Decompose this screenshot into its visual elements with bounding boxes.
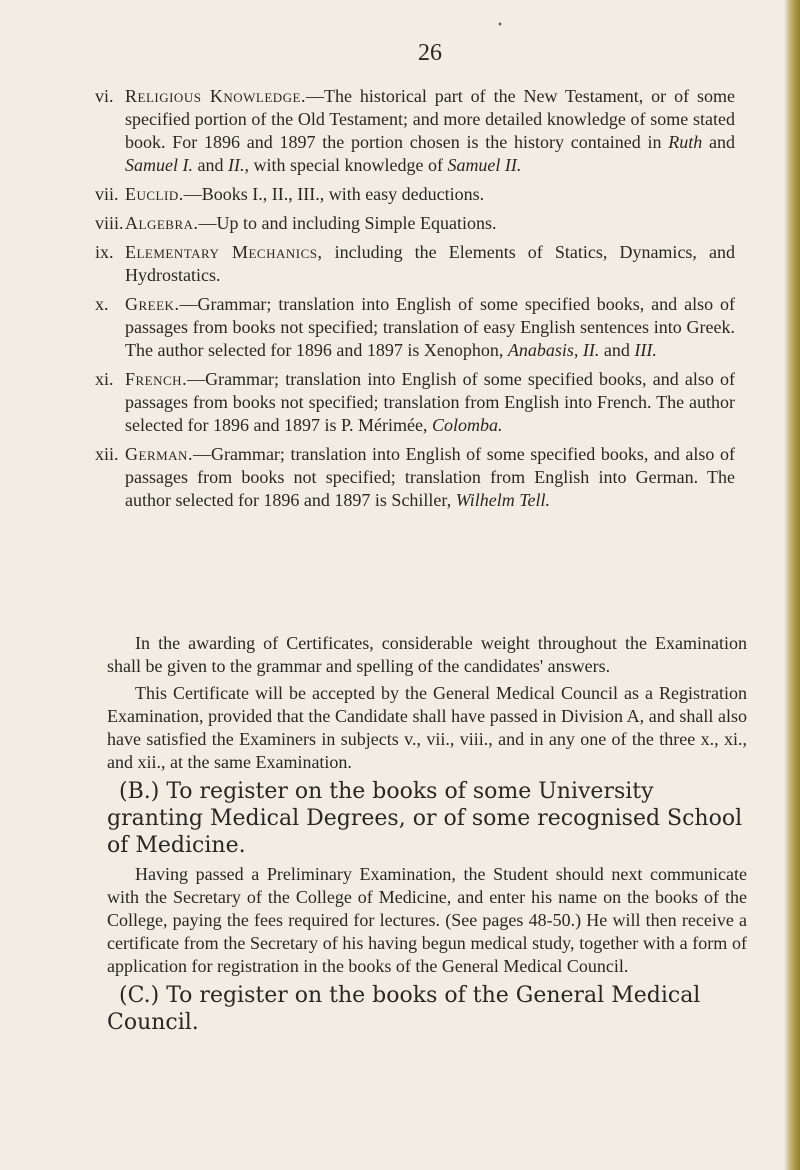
- subject-body: [125, 183, 735, 206]
- subject-heading: Euclid.: [125, 184, 184, 204]
- subject-body: [125, 368, 735, 437]
- subject-item: [95, 293, 735, 362]
- subject-heading: Greek.: [125, 294, 180, 314]
- subject-item: [95, 183, 735, 206]
- subject-number: viii.: [95, 213, 124, 233]
- body-text: [107, 632, 747, 1040]
- section-c-label: (C.): [119, 983, 160, 1008]
- subject-text: Colomba.: [431, 415, 503, 435]
- subject-text: —The historical part of the New Testament, or of some specified portion of the Old Testament; and more detailed knowledge of some stated book. For 1896 and 1897 the portion chosen is the history contained in: [125, 86, 735, 152]
- document-page: [95, 0, 765, 1170]
- subject-number: x.: [95, 294, 109, 314]
- page-edge: [784, 0, 800, 1170]
- section-b-text: To register on the books of some University granting Medical Degrees, or of some recognised School of Medicine.: [107, 779, 743, 858]
- subject-body: [125, 212, 735, 235]
- subject-item: [95, 241, 735, 287]
- section-b-heading: [107, 778, 747, 859]
- subject-heading: German.: [125, 444, 193, 464]
- subject-text: Wilhelm Tell.: [455, 490, 551, 510]
- paragraph-accepted: This Certificate will be accepted by the General Medical Council as a Registration Examination, provided that the Candidate shall have passed in Division A, and shall also have satisfied the Examiners in subjects v., vii., viii., and in any one of the three x., xi., and xii., at the same Examination.: [107, 683, 747, 772]
- section-c-heading: [107, 982, 747, 1036]
- paragraph-awarding: In the awarding of Certificates, considerable weight throughout the Examination shall be given to the grammar and spelling of the candidates' answers.: [107, 633, 747, 676]
- subject-text: including the Elements of Statics, Dynamics, and Hydrostatics.: [125, 242, 736, 285]
- subject-number: xii.: [95, 444, 119, 464]
- subject-heading: Religious Knowledge.: [125, 86, 306, 106]
- subject-text: Ruth: [668, 132, 703, 152]
- section-b-label: (B.): [119, 779, 160, 804]
- subject-heading: Algebra.: [125, 213, 199, 233]
- subject-text: and: [599, 340, 635, 360]
- page-mark: •: [497, 20, 503, 31]
- page-number: 26: [418, 40, 442, 66]
- subject-body: [125, 85, 735, 177]
- subject-number: xi.: [95, 369, 114, 389]
- subject-number: vi.: [95, 86, 114, 106]
- subject-text: II.: [227, 155, 245, 175]
- subject-item: [95, 212, 735, 235]
- subject-text: and: [192, 155, 228, 175]
- subject-heading: French.: [125, 369, 188, 389]
- subject-number: ix.: [95, 242, 114, 262]
- subject-body: [125, 293, 735, 362]
- subject-text: —Grammar; translation into English of some specified books, and also of passages from books not specified; translation of easy English sentences into Greek. The author selected for 1896 and 1897 is Xenophon,: [125, 294, 735, 360]
- subject-text: Anabasis, II.: [507, 340, 600, 360]
- subject-text: —Books I., II., III., with easy deductions.: [183, 184, 485, 204]
- subject-item: [95, 443, 735, 512]
- subject-text: Samuel II.: [447, 155, 522, 175]
- subject-text: —Grammar; translation into English of some specified books, and also of passages from books not specified; translation from English into French. The author selected for 1896 and 1897 is P. Mérimée,: [125, 369, 735, 435]
- subject-text: Samuel I.: [125, 155, 193, 175]
- subject-text: —Up to and including Simple Equations.: [198, 213, 497, 233]
- subject-item: [95, 85, 735, 177]
- subject-text: —Grammar; translation into English of some specified books, and also of passages from books not specified; translation from English into German. The author selected for 1896 and 1897 is Schiller,: [125, 444, 735, 510]
- subject-text: and: [702, 132, 735, 152]
- subject-item: [95, 368, 735, 437]
- paragraph-having: Having passed a Preliminary Examination, the Student should next communicate with the Secretary of the College of Medicine, and enter his name on the books of the College, paying the fees required for lectures. (See pages 48-50.) He will then receive a certificate from the Secretary of his having begun medical study, together with a form of application for registration in the books of the General Medical Council.: [107, 864, 747, 976]
- subject-text: , with special knowledge of: [244, 155, 448, 175]
- subject-body: [125, 443, 735, 512]
- subject-list: [95, 85, 735, 518]
- subject-text: III.: [634, 340, 657, 360]
- section-c-text: To register on the books of the General Medical Council.: [107, 983, 701, 1035]
- subject-body: [125, 241, 735, 287]
- subject-number: vii.: [95, 184, 119, 204]
- subject-heading: Elementary Mechanics,: [125, 242, 323, 262]
